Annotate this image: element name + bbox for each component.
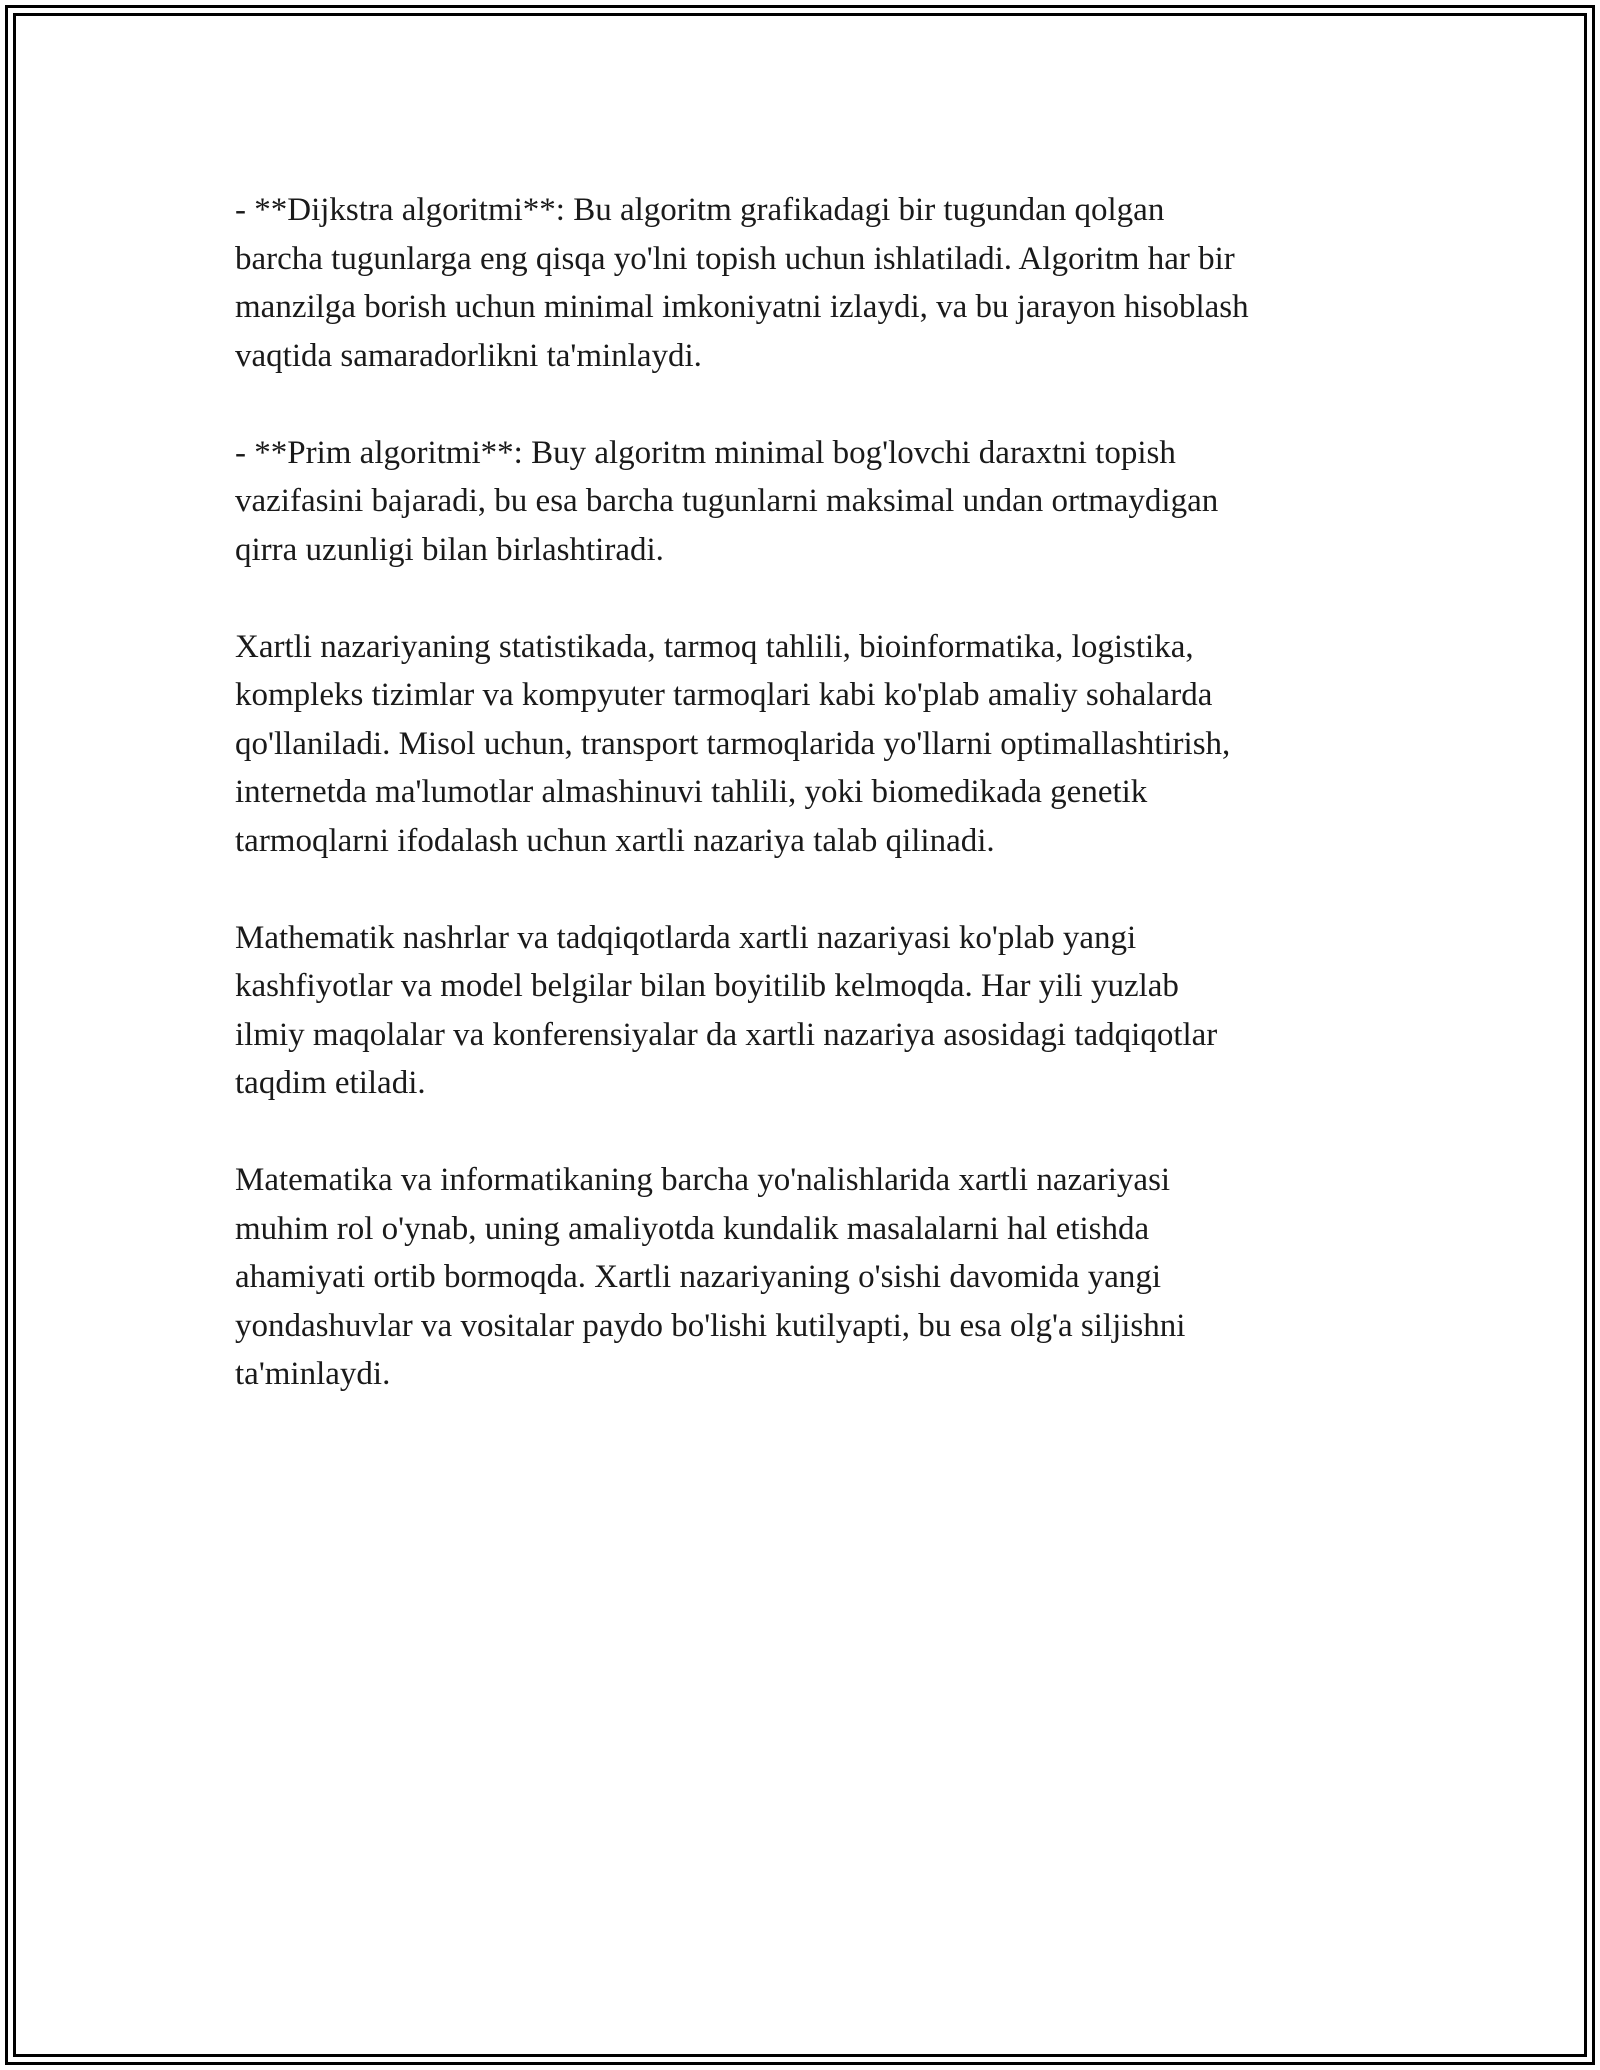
document-body	[235, 186, 1385, 1447]
paragraph-conclusion: Matematika va informatikaning barcha yo'nalishlarida xartli nazariyasi muhim rol o'ynab, uning amaliyotda kundalik masalalarni hal etishda ahamiyati ortib bormoqda. Xartli nazariyaning o'sishi davomida yangi yondashuvlar va vositalar paydo bo'lishi kutilyapti, bu esa olg'a siljishni ta'minlaydi.	[235, 1162, 1186, 1392]
paragraph-applications: Xartli nazariyaning statistikada, tarmoq tahlili, bioinformatika, logistika, kompleks tizimlar va kompyuter tarmoqlari kabi ko'plab amaliy sohalarda qo'llaniladi. Misol uchun, transport tarmoqlarida yo'llarni optimallashtirish, internetda ma'lumotlar almashinuvi tahlili, yoki biomedikada genetik tarmoqlarni ifodalash uchun xartli nazariya talab qilinadi.	[235, 628, 1231, 859]
paragraph-prim: - **Prim algoritmi**: Buy algoritm minimal bog'lovchi daraxtni topish vazifasini bajaradi, bu esa barcha tugunlarni maksimal undan ortmaydigan qirra uzunligi bilan birlashtiradi.	[235, 434, 1219, 568]
paragraph-dijkstra: - **Dijkstra algoritmi**: Bu algoritm grafikadagi bir tugundan qolgan barcha tugunlarga eng qisqa yo'lni topish uchun ishlatiladi. Algoritm har bir manzilga borish uchun minimal imkoniyatni izlaydi, va bu jarayon hisoblash vaqtida samaradorlikni ta'minlaydi.	[235, 192, 1249, 374]
paragraph-research: Mathematik nashrlar va tadqiqotlarda xartli nazariyasi ko'plab yangi kashfiyotlar va model belgilar bilan boyitilib kelmoqda. Har yili yuzlab ilmiy maqolalar va konferensiyalar da xartli nazariya asosidagi tadqiqotlar taqdim etiladi.	[235, 919, 1218, 1101]
